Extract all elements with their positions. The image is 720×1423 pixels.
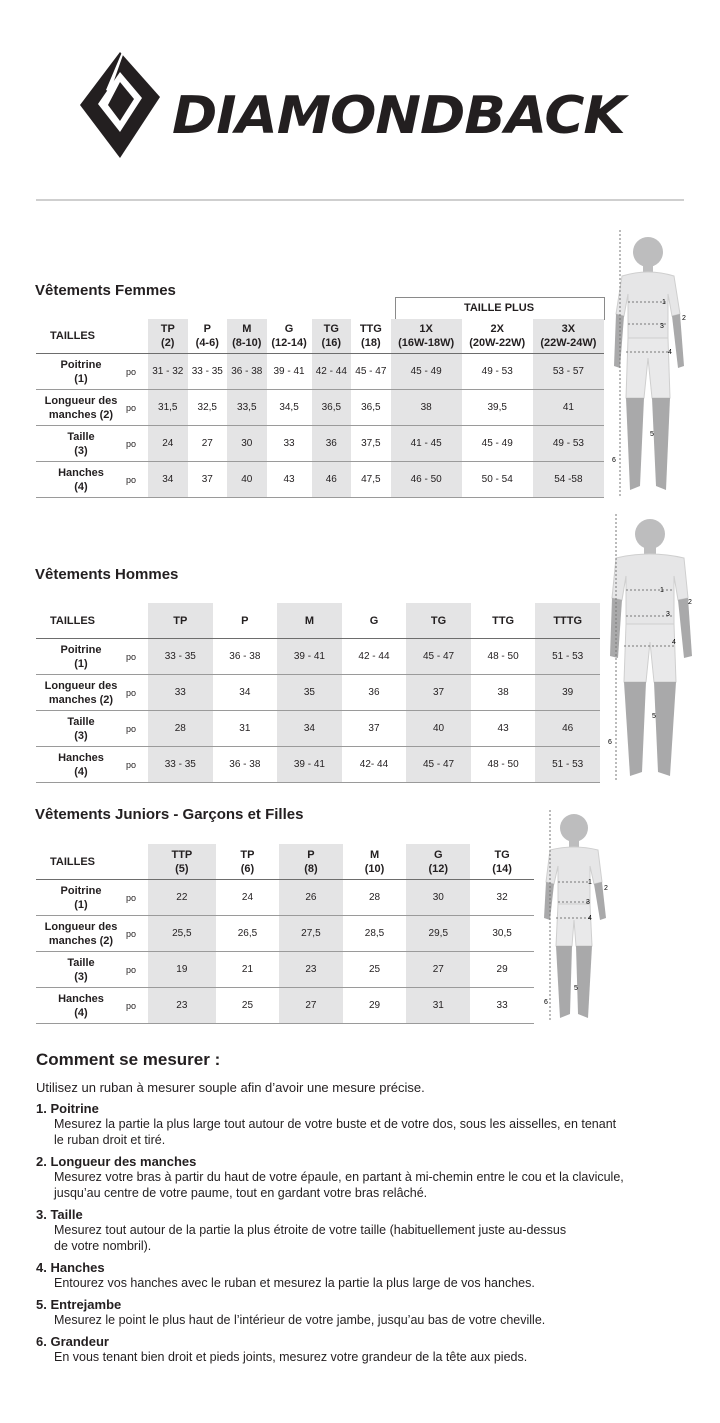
svg-text:6: 6 [544,999,548,1006]
size-value-cell: 45 - 49 [391,354,462,390]
size-value-cell: 43 [471,711,536,747]
table-row [36,988,534,1024]
women-size-table [36,319,604,498]
juniors-size-table [36,844,534,1024]
table-row [36,426,604,462]
measurement-label: Poitrine (1) [36,639,126,675]
size-value-cell: 27 [188,426,228,462]
size-column-header: G [342,603,407,639]
size-value-cell: 45 - 47 [406,639,471,675]
unit-label: po [126,711,148,747]
svg-text:3: 3 [666,611,670,618]
size-value-cell: 39,5 [462,390,533,426]
size-column-header: TP (2) [148,319,188,354]
table-row [36,639,600,675]
size-value-cell: 39 - 41 [277,639,342,675]
howto-item [36,1101,686,1148]
size-value-cell: 36 [312,426,352,462]
size-value-cell: 36,5 [312,390,352,426]
size-value-cell: 40 [227,462,267,498]
size-value-cell: 30 [227,426,267,462]
size-value-cell: 34 [277,711,342,747]
fig-label-1: 1 [662,299,666,306]
size-value-cell: 34,5 [267,390,312,426]
measurement-label: Poitrine (1) [36,880,126,916]
svg-text:6: 6 [608,739,612,746]
size-value-cell: 46 [312,462,352,498]
size-value-cell: 33 [148,675,213,711]
size-value-cell: 21 [216,952,279,988]
juniors-title: Vêtements Juniors - Garçons et Filles [35,806,304,823]
howto-item-desc: Mesurez la partie la plus large tout autour de votre buste et de votre dos, sous les aisselles, en tenant le ruban droit et tiré. [54,1117,617,1147]
size-column-header: TG [406,603,471,639]
size-value-cell: 36 - 38 [227,354,267,390]
header-row [36,603,600,639]
size-column-header: TTP (5) [148,844,216,880]
size-value-cell: 48 - 50 [471,639,536,675]
sizes-label: TAILLES [36,844,126,880]
unit-label: po [126,952,148,988]
size-value-cell: 23 [148,988,216,1024]
size-column-header: M (8-10) [227,319,267,354]
header-row [36,844,534,880]
measurement-label: Poitrine (1) [36,354,126,390]
size-column-header: M (10) [343,844,407,880]
size-value-cell: 33 - 35 [148,747,213,783]
size-value-cell: 23 [279,952,342,988]
howto-item-title: 2. Longueur des manches [36,1154,197,1169]
size-value-cell: 33 [470,988,534,1024]
unit-label: po [126,354,148,390]
size-value-cell: 26,5 [216,916,279,952]
table-row [36,916,534,952]
size-value-cell: 36 - 38 [213,639,278,675]
size-value-cell: 37 [188,462,228,498]
men-title: Vêtements Hommes [35,566,179,583]
howto-item-desc: Entourez vos hanches avec le ruban et mesurez la partie la plus large de vos hanches. [54,1276,535,1290]
size-value-cell: 39 - 41 [267,354,312,390]
men-size-table [36,603,600,783]
howto-item-desc: Mesurez tout autour de la partie la plus étroite de votre taille (habituellement juste au-dessus de votre nombril). [54,1223,567,1253]
howto-item-title: 1. Poitrine [36,1101,99,1116]
size-column-header: 2X (20W-22W) [462,319,533,354]
size-value-cell: 31,5 [148,390,188,426]
size-value-cell: 35 [277,675,342,711]
size-value-cell: 37 [406,675,471,711]
size-value-cell: 31 [213,711,278,747]
measurement-label: Taille (3) [36,426,126,462]
measurement-label: Taille (3) [36,711,126,747]
size-value-cell: 29 [343,988,407,1024]
size-value-cell: 36 [342,675,407,711]
howto-item [36,1154,686,1201]
measurement-label: Longueur des manches (2) [36,390,126,426]
howto-item [36,1207,686,1254]
size-value-cell: 27,5 [279,916,342,952]
table-row [36,354,604,390]
table-row [36,747,600,783]
women-body-figure [606,228,692,498]
size-value-cell: 41 - 45 [391,426,462,462]
svg-text:2: 2 [604,885,608,892]
size-column-header: M [277,603,342,639]
size-value-cell: 36,5 [351,390,391,426]
size-column-header: G (12) [406,844,470,880]
fig-label-3: 3 [660,323,664,330]
size-value-cell: 24 [216,880,279,916]
women-title: Vêtements Femmes [35,282,176,299]
fig-label-2: 2 [682,315,686,322]
howto-item-desc: Mesurez votre bras à partir du haut de votre épaule, en partant à mi-chemin entre le cou et la clavicule, jusqu’au centre de votre paume, tout en gardant votre bras relâché. [54,1170,624,1200]
unit-label: po [126,390,148,426]
fig-label-5: 5 [650,431,654,438]
unit-label: po [126,916,148,952]
size-value-cell: 45 - 49 [462,426,533,462]
size-value-cell: 49 - 53 [533,426,604,462]
fig-label-4: 4 [668,349,672,356]
size-value-cell: 36 - 38 [213,747,278,783]
sizes-label: TAILLES [36,319,126,354]
size-value-cell: 51 - 53 [535,639,600,675]
size-value-cell: 54 -58 [533,462,604,498]
size-column-header: TP (6) [216,844,279,880]
size-value-cell: 33,5 [227,390,267,426]
size-value-cell: 37,5 [351,426,391,462]
size-column-header: P (8) [279,844,342,880]
size-value-cell: 34 [213,675,278,711]
unit-label: po [126,675,148,711]
table-row [36,880,534,916]
size-value-cell: 33 [267,426,312,462]
size-column-header: TG (16) [312,319,352,354]
size-value-cell: 19 [148,952,216,988]
how-to-measure [36,1050,686,1365]
junior-body-figure [540,808,614,1026]
size-value-cell: 30 [406,880,470,916]
size-value-cell: 45 - 47 [406,747,471,783]
howto-item-title: 4. Hanches [36,1260,105,1275]
table-row [36,675,600,711]
unit-label: po [126,639,148,675]
size-value-cell: 33 - 35 [188,354,228,390]
size-column-header: G (12-14) [267,319,312,354]
size-value-cell: 31 [406,988,470,1024]
size-value-cell: 50 - 54 [462,462,533,498]
size-column-header: TTG (18) [351,319,391,354]
measurement-label: Hanches (4) [36,747,126,783]
divider [36,199,684,201]
howto-item-desc: En vous tenant bien droit et pieds joints, mesurez votre grandeur de la tête aux pieds. [54,1350,528,1364]
unit-label: po [126,988,148,1024]
size-value-cell: 25 [343,952,407,988]
size-value-cell: 41 [533,390,604,426]
size-column-header: TP [148,603,213,639]
howto-item [36,1297,686,1328]
size-value-cell: 39 [535,675,600,711]
howto-item-title: 6. Grandeur [36,1334,109,1349]
size-value-cell: 42 - 44 [342,639,407,675]
fig-label-6: 6 [612,457,616,464]
svg-text:2: 2 [688,599,692,606]
size-value-cell: 37 [342,711,407,747]
howto-item [36,1260,686,1291]
diamondback-logo-icon [80,52,160,158]
size-column-header: P (4-6) [188,319,228,354]
size-value-cell: 53 - 57 [533,354,604,390]
size-column-header: TG (14) [470,844,534,880]
size-value-cell: 24 [148,426,188,462]
howto-item-title: 3. Taille [36,1207,83,1222]
howto-item [36,1334,686,1365]
size-value-cell: 28 [148,711,213,747]
unit-label: po [126,747,148,783]
svg-text:5: 5 [574,985,578,992]
size-value-cell: 40 [406,711,471,747]
size-value-cell: 32,5 [188,390,228,426]
measurement-label: Longueur des manches (2) [36,916,126,952]
size-value-cell: 51 - 53 [535,747,600,783]
size-value-cell: 22 [148,880,216,916]
size-value-cell: 29 [470,952,534,988]
measurement-label: Hanches (4) [36,988,126,1024]
plus-size-label: TAILLE PLUS [463,302,535,314]
svg-text:5: 5 [652,713,656,720]
svg-text:3: 3 [586,899,590,906]
measurement-label: Hanches (4) [36,462,126,498]
size-value-cell: 48 - 50 [471,747,536,783]
howto-item-desc: Mesurez le point le plus haut de l’intérieur de votre jambe, jusqu’au bas de votre cheville. [54,1313,546,1327]
size-value-cell: 30,5 [470,916,534,952]
size-value-cell: 46 - 50 [391,462,462,498]
table-row [36,390,604,426]
measurement-label: Taille (3) [36,952,126,988]
size-value-cell: 25,5 [148,916,216,952]
size-value-cell: 42 - 44 [312,354,352,390]
size-value-cell: 32 [470,880,534,916]
size-column-header: P [213,603,278,639]
size-column-header: TTTG [535,603,600,639]
size-value-cell: 26 [279,880,342,916]
howto-item-title: 5. Entrejambe [36,1297,122,1312]
howto-intro: Utilisez un ruban à mesurer souple afin d’avoir une mesure précise. [36,1080,425,1095]
svg-text:1: 1 [660,587,664,594]
size-value-cell: 46 [535,711,600,747]
sizes-label: TAILLES [36,603,126,639]
size-value-cell: 27 [279,988,342,1024]
size-value-cell: 38 [391,390,462,426]
size-value-cell: 42- 44 [342,747,407,783]
size-value-cell: 25 [216,988,279,1024]
size-value-cell: 29,5 [406,916,470,952]
svg-text:1: 1 [588,879,592,886]
size-value-cell: 28 [343,880,407,916]
table-row [36,711,600,747]
men-body-figure [604,512,696,782]
size-value-cell: 34 [148,462,188,498]
svg-text:4: 4 [588,915,592,922]
size-value-cell: 33 - 35 [148,639,213,675]
unit-label: po [126,426,148,462]
size-value-cell: 45 - 47 [351,354,391,390]
size-value-cell: 43 [267,462,312,498]
unit-label: po [126,462,148,498]
size-value-cell: 27 [406,952,470,988]
size-column-header: TTG [471,603,536,639]
size-value-cell: 49 - 53 [462,354,533,390]
size-value-cell: 38 [471,675,536,711]
size-value-cell: 47,5 [351,462,391,498]
svg-text:4: 4 [672,639,676,646]
size-value-cell: 31 - 32 [148,354,188,390]
size-value-cell: 28,5 [343,916,407,952]
unit-label: po [126,880,148,916]
size-column-header: 1X (16W-18W) [391,319,462,354]
size-value-cell: 39 - 41 [277,747,342,783]
howto-title: Comment se mesurer : [36,1050,221,1069]
table-row [36,952,534,988]
header-row [36,319,604,354]
brand-wordmark: DIAMONDBACK [172,86,625,146]
measurement-label: Longueur des manches (2) [36,675,126,711]
size-column-header: 3X (22W-24W) [533,319,604,354]
table-row [36,462,604,498]
